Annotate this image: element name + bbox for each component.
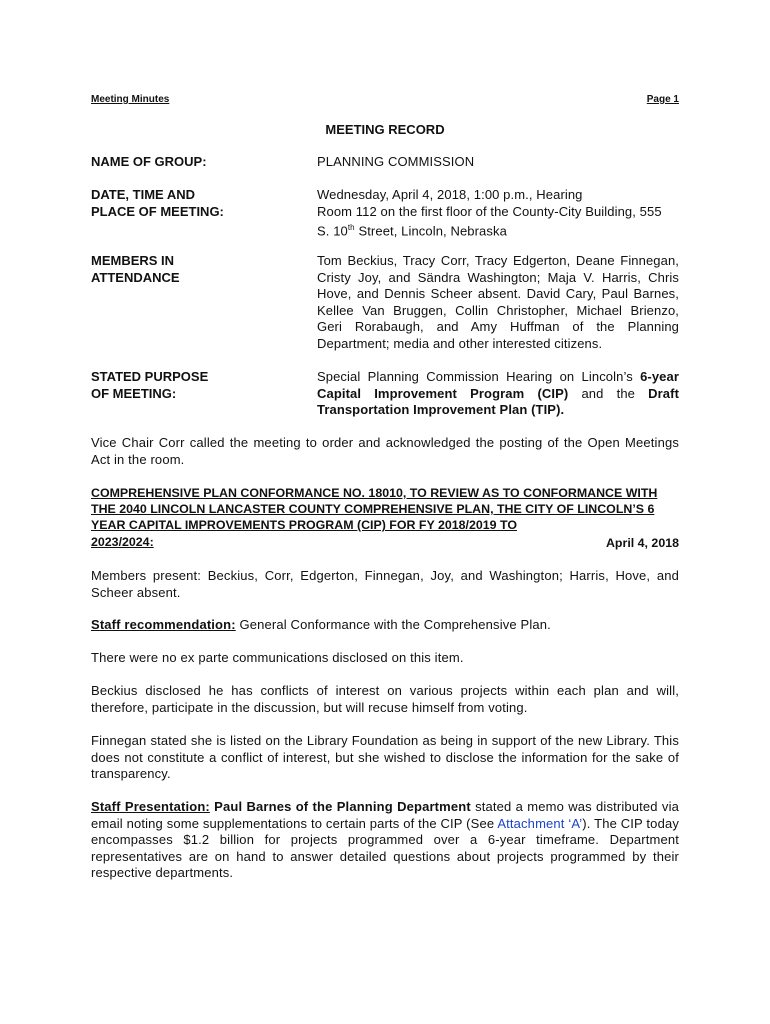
staff-recommendation-text: General Conformance with the Comprehensive Plan.	[235, 617, 551, 632]
agenda-item-heading-line-4: 2023/2024:	[91, 534, 154, 549]
page-title: MEETING RECORD	[325, 122, 445, 137]
beckius-disclosure-paragraph: Beckius disclosed he has conflicts of interest on various projects within each plan and will, therefore, participate in the discussion, but will recuse himself from voting.	[91, 683, 679, 715]
purpose-mid: and the	[568, 385, 649, 401]
staff-presentation-text-1: stated a memo was distributed via email noting some supplementations to certain parts of the CIP (See	[91, 799, 680, 831]
purpose-tip: Draft Transportation Improvement Plan (TIP).	[317, 385, 679, 418]
agenda-item-heading-line-1: COMPREHENSIVE PLAN CONFORMANCE NO. 18010, TO REVIEW AS TO CONFORMANCE WITH	[91, 486, 658, 500]
agenda-item-heading-line-2: THE 2040 LINCOLN LANCASTER COUNTY COMPREHENSIVE PLAN, THE CITY OF LINCOLN’S 6	[91, 502, 655, 517]
group-label: NAME OF GROUP:	[91, 154, 207, 169]
staff-recommendation-label: Staff recommendation:	[91, 617, 236, 632]
members-present-paragraph: Members present: Beckius, Corr, Edgerton, Finnegan, Joy, and Washington; Harris, Hove, and Scheer absent.	[91, 568, 679, 600]
date-label-line-1: DATE, TIME AND	[91, 187, 195, 202]
staff-recommendation-paragraph	[91, 617, 679, 634]
record-stated-purpose	[91, 369, 681, 421]
staff-presentation-text-2: ). The CIP today encompasses $1.2 billion for projects programmed over a 6-year timeframe. Department representatives are on hand to answer detailed questions about projects programmed by their respective departments.	[91, 815, 679, 881]
date-label	[91, 187, 291, 220]
ex-parte-paragraph: There were no ex parte communications disclosed on this item.	[91, 650, 464, 665]
date-value-line-3a: S. 10	[317, 223, 348, 239]
staff-presentation-speaker: Paul Barnes of the Planning Department	[209, 799, 471, 814]
purpose-label-line-1: STATED PURPOSE	[91, 369, 209, 384]
date-value-line-3b: Street, Lincoln, Nebraska	[354, 223, 507, 239]
group-value: PLANNING COMMISSION	[317, 154, 475, 169]
agenda-item-heading	[91, 485, 679, 551]
call-to-order-paragraph: Vice Chair Corr called the meeting to order and acknowledged the posting of the Open Meetings Act in the room.	[91, 435, 679, 467]
header-page-number: Page 1	[646, 94, 679, 105]
members-label	[91, 253, 291, 286]
purpose-pre: Special Planning Commission Hearing on Lincoln’s	[317, 369, 641, 384]
staff-presentation-label: Staff Presentation:	[91, 799, 210, 814]
purpose-label	[91, 369, 291, 402]
finnegan-disclosure-paragraph: Finnegan stated she is listed on the Library Foundation as being in support of the new Library. This does not constitute a conflict of interest, but she wished to disclose the information for the sake of transparency.	[91, 733, 679, 782]
agenda-item-heading-line-3: YEAR CAPITAL IMPROVEMENTS PROGRAM (CIP) FOR FY 2018/2019 TO	[91, 518, 517, 533]
header-meeting-minutes: Meeting Minutes	[91, 94, 170, 105]
date-value-line-1: Wednesday, April 4, 2018, 1:00 p.m., Hearing	[317, 187, 583, 202]
purpose-value	[317, 369, 679, 419]
record-date-time-place	[91, 187, 681, 239]
date-value-line-2: Room 112 on the first floor of the County-City Building, 555	[317, 203, 662, 219]
members-label-line-2: ATTENDANCE	[91, 269, 180, 285]
date-value-superscript: th	[347, 223, 355, 233]
record-members-in-attendance	[91, 253, 681, 353]
agenda-item-date: April 4, 2018	[605, 535, 679, 550]
staff-presentation-paragraph	[91, 799, 679, 882]
attachment-a-link[interactable]: Attachment ‘A’	[497, 815, 583, 831]
date-value	[317, 187, 679, 240]
record-name-of-group	[91, 154, 681, 172]
members-label-line-1: MEMBERS IN	[91, 253, 175, 268]
purpose-label-line-2: OF MEETING:	[91, 385, 177, 401]
date-label-line-2: PLACE OF MEETING:	[91, 203, 224, 219]
purpose-cip: 6-year Capital Improvement Program (CIP)	[317, 369, 679, 401]
members-value: Tom Beckius, Tracy Corr, Tracy Edgerton, Deane Finnegan, Cristy Joy, and Sändra Washington; Maja V. Harris, Chris Hove, and Dennis Scheer absent. David Cary, Paul Barnes, Kellee Van Bruggen, Collin Christopher, Michael Brienzo, Geri Rorabaugh, and Amy Huffman of the Planning Department; media and other interested citizens.	[317, 253, 679, 351]
